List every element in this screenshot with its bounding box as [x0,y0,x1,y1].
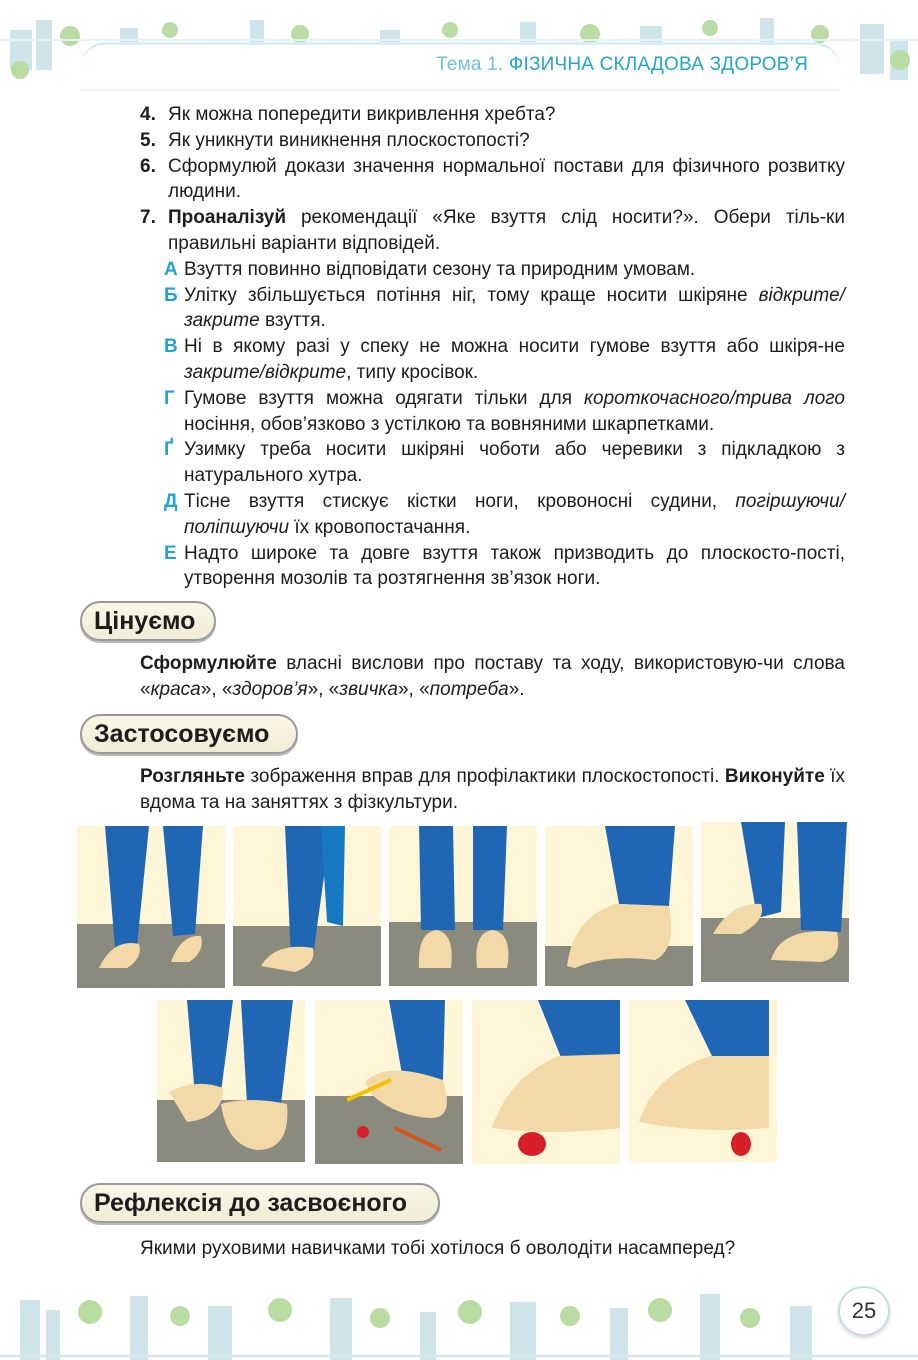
separator: », « [307,678,340,700]
section-reflection-text: Якими руховими навичками тобі хотілося б оволодіти насамперед? [140,1238,736,1259]
question-4 [140,102,845,128]
section-title-apply: Застосовуємо [80,714,298,754]
running-header [436,54,808,76]
option-text: Тісне взуття стискує кістки ноги, кровоносні судини, [184,490,736,512]
exercise-image-toes-walk [77,826,225,988]
keyword: здоров’я [232,678,308,700]
section-verb: Розгляньте [140,766,245,787]
option-letter: Е [164,542,177,564]
question-number: 4. [140,104,156,125]
option-choice: погіршуючи/поліпшуючи [184,490,845,538]
exercise-image-standing [389,826,537,986]
option-text: Ні в якому разі у спеку не можна носити гумове взуття або шкіря-не [184,336,845,358]
question-5 [140,128,845,154]
question-text: рекомендації «Яке взуття слід носити?». Обери тіль-ки правильні варіанти відповідей. [168,207,845,254]
exercise-image-ball-roll-heel [629,1000,777,1162]
question-number: 7. [140,207,156,229]
section-apply-text [140,764,845,816]
keyword: звичка [339,678,398,700]
option-letter: Д [164,490,178,512]
question-verb: Проаналізуй [168,207,287,229]
exercise-image-heels-walk [157,1000,305,1162]
option-text: їх кровопостачання. [289,516,471,538]
bottom-city-decoration [0,1266,918,1360]
option-letter: Г [164,387,175,409]
header-title: ФІЗИЧНА СКЛАДОВА ЗДОРОВ’Я [508,54,808,75]
section-verb: Сформулюйте [140,653,277,674]
option-text: , типу кросівок. [346,361,479,383]
questions-block [140,102,845,592]
separator: », « [397,678,430,700]
exercise-image-ball-roll [472,1000,620,1164]
option-h [140,386,845,438]
section-title-reflection: Рефлексія до засвоєного [80,1183,440,1223]
separator: ». [508,678,525,700]
option-letter: Ґ [164,439,174,461]
option-letter: Б [164,284,178,306]
exercise-image-pencil-pickup [315,1000,463,1164]
keyword: краса [150,678,201,700]
section-text: зображення вправ для профілактики плоскостопості. [244,766,725,787]
section-title-value: Цінуємо [80,601,216,641]
option-text: Узимку треба носити шкіряні чоботи або черевики з підкладкою з натурального хутра. [184,439,845,487]
question-text: Як можна попередити викривлення хребта? [168,104,556,125]
option-d [140,489,845,541]
option-b [140,283,845,335]
option-text: взуття. [259,310,326,332]
option-letter: В [164,336,178,358]
question-text: Сформулюй докази значення нормальної постави для фізичного розвитку людини. [168,155,845,203]
keyword: потреба [429,678,509,700]
header-prefix: Тема 1. [436,54,504,75]
option-choice: відкрите/закрите [184,284,845,332]
exercise-image-toes-walk-side [233,826,381,986]
question-number: 5. [140,129,156,151]
option-g [140,437,845,489]
exercise-image-outer-edge [701,822,849,982]
section-value-text [140,651,845,703]
section-text: власні вислови про поставу та ходу, використовую-чи слова « [140,653,845,700]
option-a [140,257,845,283]
option-text: Улітку збільшується потіння ніг, тому краще носити шкіряне [184,284,759,306]
page-number: 25 [838,1286,890,1336]
section-text: їх вдома та на заняттях з фізкультури. [140,766,846,813]
option-text: Гумове взуття можна одягати тільки для [184,387,585,409]
section-verb: Виконуйте [724,766,825,787]
option-text: Надто широке та довге взуття також призводить до плоскосто-пості, утворення мозолів та розтягнення зв’язок ноги. [184,542,845,590]
option-text: носіння, обов’язково з устілкою та вовняними шкарпетками. [184,413,715,435]
option-v [140,334,845,386]
option-letter: А [164,258,178,280]
exercise-image-toe-grip [545,826,693,986]
option-e [140,541,845,593]
question-text: Як уникнути виникнення плоскостопості? [168,129,530,151]
option-choice: закрите/відкрите [184,361,347,383]
separator: », « [200,678,233,700]
option-text: Взуття повинно відповідати сезону та природним умовам. [184,258,696,280]
question-7 [140,205,845,257]
option-choice: короткочасного/трива лого [584,387,845,409]
question-6 [140,154,845,206]
question-number: 6. [140,155,156,177]
